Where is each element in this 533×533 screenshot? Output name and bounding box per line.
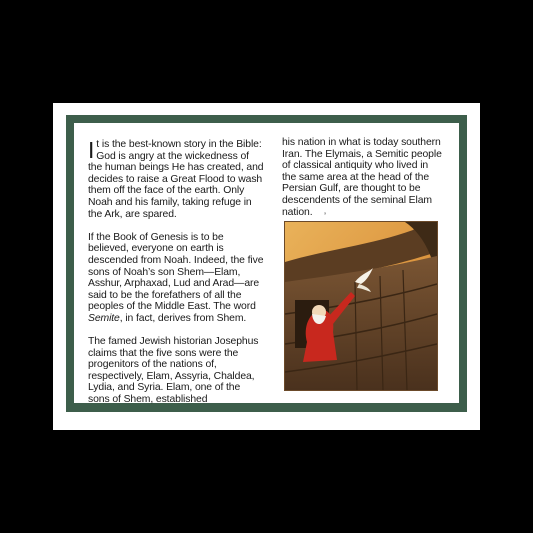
paragraph-4-text: his nation in what is today southern Iran. The Elymais, a Semitic people of classical antiquity who lived in the same area at the head of the Persian Gulf, are thought to be descendents of the seminal Elam nation. (282, 137, 442, 218)
left-column (88, 139, 264, 417)
paragraph-2-text-before: If the Book of Genesis is to be believed, everyone on earth is descended from Noah. Indeed, the five sons of Noah’s son Shem—Elam, Asshur, Arphaxad, Lud and Arad—are said to be the forefathers of all the peoples of the Middle East. The word (88, 231, 264, 313)
paragraph-2-italic: Semite (88, 312, 120, 324)
paragraph-2 (88, 232, 264, 325)
paragraph-3-text: The famed Jewish historian Josephus claims that the five sons were the progenitors of the nations of, respectively, Elam, Assyria, Chaldea, Lydia, and Syria. Elam, one of the sons of Shem, established (88, 336, 259, 406)
drop-cap: I (88, 137, 95, 163)
paragraph-4 (282, 137, 442, 218)
paragraph-3 (88, 336, 264, 406)
noah-ark-dove-image (285, 222, 437, 390)
page (74, 123, 459, 406)
paragraph-1 (88, 139, 264, 220)
paragraph-1-text: t is the best-known story in the Bible: God is angry at the wickedness of the human beings He has created, and decides to raise a Great Flood to wash them off the face of the earth. Only Noah and his family, taking refuge in the Ark, are spared. (88, 139, 264, 220)
right-column (282, 137, 442, 230)
ark-illustration (284, 221, 438, 391)
paragraph-2-text-after: , in fact, derives from Shem. (119, 312, 247, 324)
stray-mark: ’ (324, 211, 326, 221)
